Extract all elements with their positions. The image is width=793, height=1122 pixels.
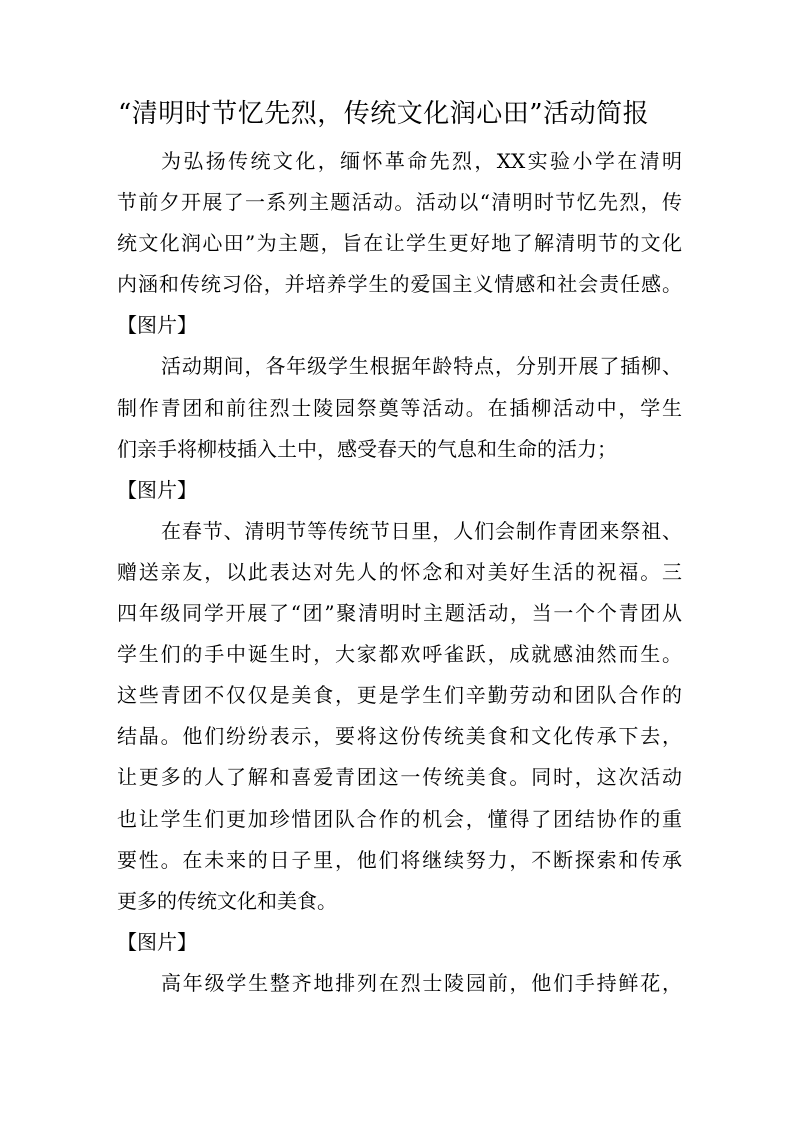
- image-placeholder-label: 【图片】: [117, 929, 197, 954]
- body-text-line: 要性。在未来的日子里，他们将继续努力，不断探索和传承: [117, 847, 682, 872]
- document-title: “清明时节忆先烈，传统文化润心田”活动简报: [118, 99, 650, 129]
- body-text-line: 赠送亲友，以此表达对先人的怀念和对美好生活的祝福。三: [117, 559, 682, 584]
- body-text-line: 也让学生们更加珍惜团队合作的机会，懂得了团结协作的重: [117, 806, 682, 831]
- image-placeholder-label: 【图片】: [117, 313, 197, 338]
- body-text-line: 这些青团不仅仅是美食，更是学生们辛勤劳动和团队合作的: [117, 683, 682, 708]
- body-text-line: 统文化润心田”为主题，旨在让学生更好地了解清明节的文化: [117, 231, 682, 256]
- body-text-line: 为弘扬传统文化，缅怀革命先烈，XX实验小学在清明: [161, 149, 682, 173]
- body-text-line: 内涵和传统习俗，并培养学生的爱国主义情感和社会责任感。: [117, 272, 682, 297]
- image-placeholder-label: 【图片】: [117, 477, 197, 502]
- body-text-line: 节前夕开展了一系列主题活动。活动以“清明时节忆先烈，传: [117, 190, 682, 215]
- body-text-line: 让更多的人了解和喜爱青团这一传统美食。同时，这次活动: [117, 765, 682, 790]
- body-text-line: 们亲手将柳枝插入土中，感受春天的气息和生命的活力；: [117, 436, 617, 461]
- body-text-line: 学生们的手中诞生时，大家都欢呼雀跃，成就感油然而生。: [117, 642, 682, 667]
- body-text-line: 在春节、清明节等传统节日里，人们会制作青团来祭祖、: [161, 518, 682, 543]
- body-text-line: 活动期间，各年级学生根据年龄特点，分别开展了插柳、: [161, 354, 682, 379]
- body-text-line: 更多的传统文化和美食。: [117, 888, 337, 913]
- body-text-line: 制作青团和前往烈士陵园祭奠等活动。在插柳活动中，学生: [117, 395, 682, 420]
- body-text-line: 结晶。他们纷纷表示，要将这份传统美食和文化传承下去，: [117, 724, 682, 749]
- body-text-line: 四年级同学开展了“团”聚清明时主题活动，当一个个青团从: [117, 601, 682, 626]
- body-text-line: 高年级学生整齐地排列在烈士陵园前，他们手持鲜花，: [161, 970, 682, 995]
- document-body: [117, 141, 682, 1004]
